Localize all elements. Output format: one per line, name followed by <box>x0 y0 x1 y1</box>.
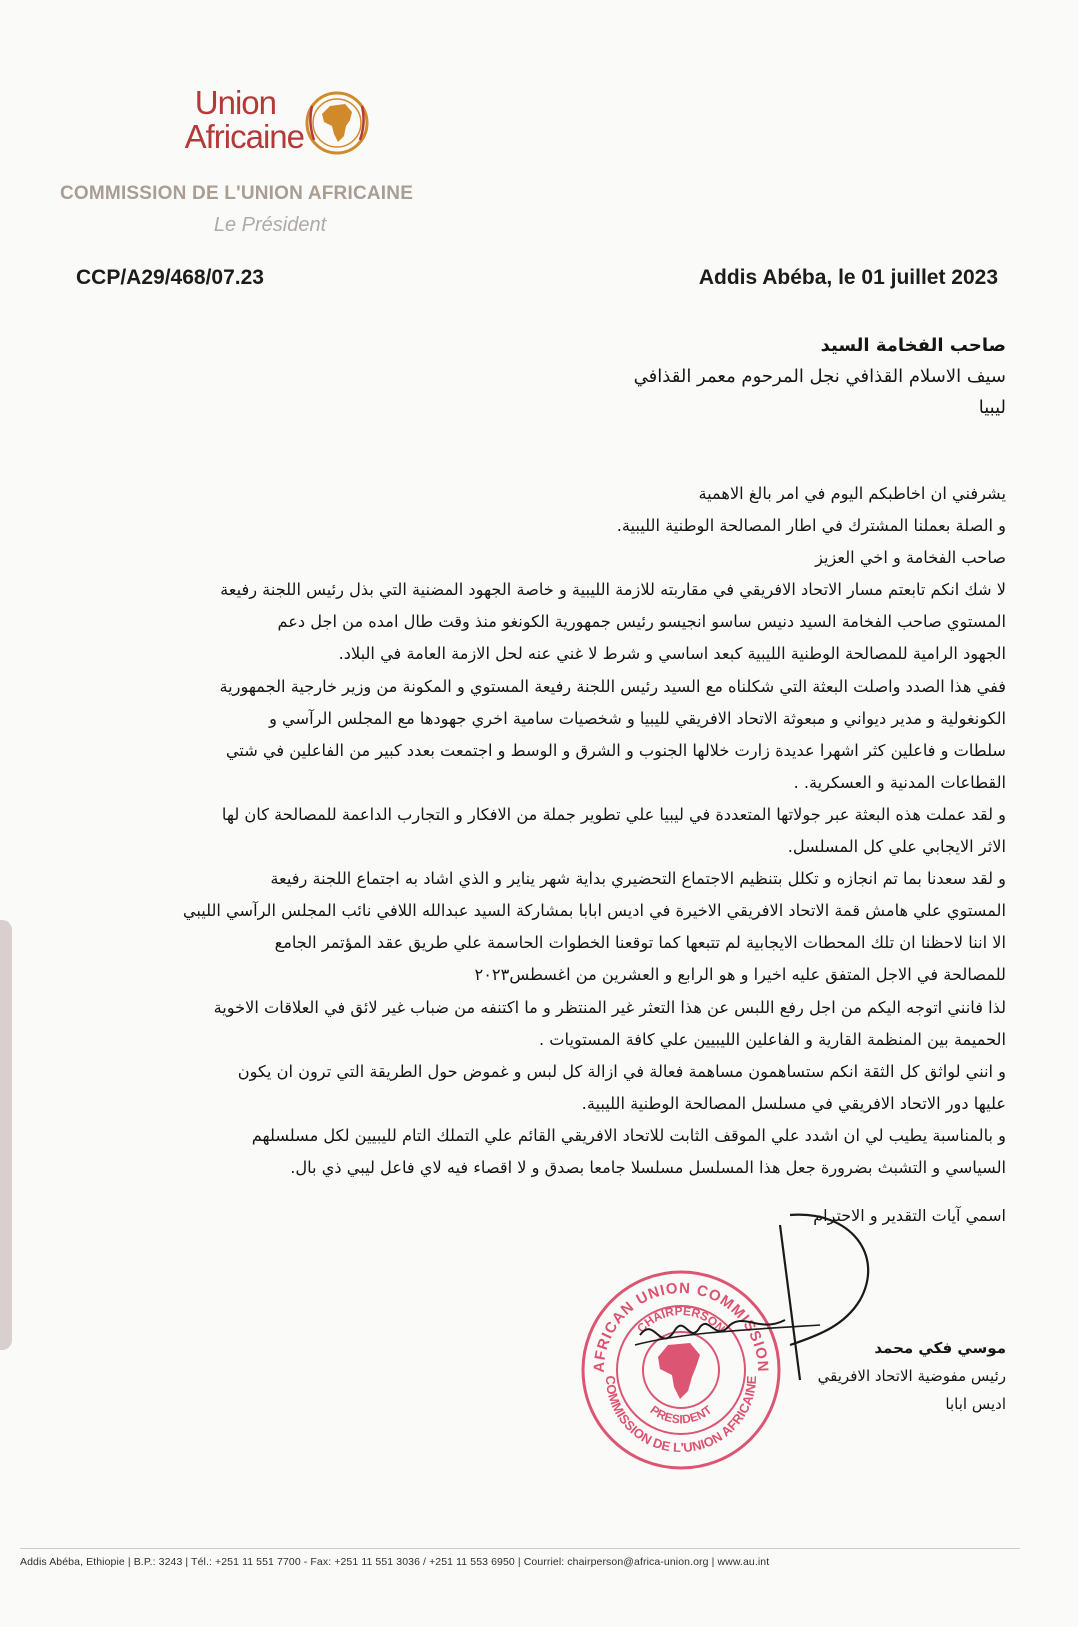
body-line: الاثر الايجابي علي كل المسلسل. <box>787 837 1006 857</box>
president-subheading: Le Président <box>213 214 327 236</box>
footer-divider <box>20 1548 1020 1549</box>
african-union-logo <box>150 86 400 166</box>
addressee-block <box>406 330 1006 423</box>
body-line: لذا فانني اتوجه اليكم من اجل رفع اللبس عن هذا التعثر غير المنتظر و ما اكتنفه من ضباب غير لائق في العلاقات الاخوية <box>213 997 1006 1017</box>
addressee-line: سيف الاسلام القذافي نجل المرحوم معمر القذافي <box>633 366 1006 387</box>
logo-line-africaine: Africaine <box>184 118 304 155</box>
body-line: للمصالحة في الاجل المتفق عليه اخيرا و هو الرابع و العشرين من اغسطس٢٠٢٣ <box>474 965 1006 985</box>
stamp-role-bottom: PRESIDENT <box>647 1402 715 1427</box>
body-line: السياسي و التشبث بضرورة جعل هذا المسلسل مسلسلا جامعا بصدق و لا اقصاء فيه لاي فاعل ليبي ذي بال. <box>290 1157 1006 1177</box>
logo-line-union: Union <box>194 84 276 121</box>
body-line: الجهود الرامية للمصالحة الوطنية الليبية كبعد اساسي و شرط لا غني عنه لحل الازمة العامة في البلاد. <box>338 644 1006 664</box>
reference-number: CCP/A29/468/07.23 <box>76 266 264 289</box>
signer-place: اديس ابابا <box>945 1395 1006 1413</box>
addressee-line: ليبيا <box>978 397 1006 418</box>
closing-line: اسمي آيات التقدير و الاحترام <box>813 1206 1006 1225</box>
stamp-role-top: CHAIRPERSON <box>634 1303 728 1336</box>
addressee-line: صاحب الفخامة السيد <box>820 335 1006 356</box>
signer-block <box>706 1334 1006 1418</box>
body-line: القطاعات المدنية و العسكرية. . <box>793 772 1006 792</box>
body-line: المستوي علي هامش قمة الاتحاد الافريقي الاخيرة في اديس ابابا بمشاركة السيد عبدالله اللافي نائب المجلس الرآسي الليبي <box>182 901 1006 921</box>
body-line: ففي هذا الصدد واصلت البعثة التي شكلناه مع السيد رئيس اللجنة رفيعة المستوي و المكونة من وزير خارجية الجمهورية <box>219 676 1006 696</box>
side-scroll-tab[interactable] <box>0 920 12 1350</box>
logo-wordmark <box>185 86 304 154</box>
body-line: الا اننا لاحظنا ان تلك المحطات الايجابية لم تتبعها كما توقعنا الخطوات الحاسمة علي طريق عقد المؤتمر الجامع <box>274 933 1006 953</box>
letter-date: Addis Abéba, le 01 juillet 2023 <box>698 266 998 289</box>
footer-contact: Addis Abéba, Ethiopie | B.P.: 3243 | Tél.: +251 11 551 7700 - Fax: +251 11 551 3036 / +251 11 553 6950 | Courriel: chairperson@africa-union.org | www.au.int <box>20 1556 770 1568</box>
body-line: الحميمة بين المنظمة القارية و الفاعلين الليبيين علي كافة المستويات . <box>539 1029 1006 1049</box>
body-line: سلطات و فاعلين كثر اشهرا عديدة زارت خلالها الجنوب و الشرق و الوسط و اجتمعت بعدد كبير من الفاعلين في شتي <box>225 740 1006 760</box>
body-line: و الصلة بعملنا المشترك في اطار المصالحة الوطنية الليبية. <box>616 516 1006 536</box>
signer-name: موسي فكي محمد <box>874 1339 1006 1357</box>
svg-text:PRESIDENT <box>648 1402 715 1426</box>
stamp-bottom-text: COMMISSION DE L'UNION AFRICAINE <box>602 1375 760 1456</box>
body-line: و انني لواثق كل الثقة انكم ستساهمون مساهمة فعالة في ازالة كل لبس و غموض حول الطريقة التي ترون ان يكون <box>237 1061 1006 1081</box>
commission-heading: COMMISSION DE L'UNION AFRICAINE <box>60 183 414 204</box>
africa-emblem-icon <box>300 86 375 161</box>
letter-body <box>106 478 1006 1184</box>
signer-title: رئيس مفوضية الاتحاد الافريقي <box>817 1367 1006 1385</box>
body-line: و لقد عملت هذه البعثة عبر جولاتها المتعددة في ليبيا علي تطوير جملة من الافكار و التجارب الداعمة للمصالحة كان لها <box>221 804 1006 824</box>
body-line: الكونغولية و مدير ديواني و مبعوثة الاتحاد الافريقي لليبيا و شخصيات سامية اخري جهودها مع المجلس الرآسي و <box>269 708 1006 728</box>
stamp-outer-text: AFRICAN UNION COMMISSION <box>590 1279 772 1373</box>
body-line: المستوي صاحب الفخامة السيد دنيس ساسو انجيسو رئيس جمهورية الكونغو منذ وقت طال امده من اجل دعم <box>277 612 1006 632</box>
body-line: و لقد سعدنا بما تم انجازه و تكلل بتنظيم الاجتماع التحضيري بداية شهر يناير و الذي اشاد به اجتماع اللجنة رفيعة <box>270 869 1006 889</box>
body-line: صاحب الفخامة و اخي العزيز <box>815 548 1006 568</box>
body-line: و بالمناسبة يطيب لي ان اشدد علي الموقف الثابت للاتحاد الافريقي القائم علي التملك التام لليبيين لكل مسلسلهم <box>251 1125 1006 1145</box>
body-line: عليها دور الاتحاد الافريقي في مسلسل المصالحة الوطنية الليبية. <box>581 1093 1006 1113</box>
body-line: يشرفني ان اخاطبكم اليوم في امر بالغ الاهمية <box>698 484 1006 503</box>
body-line: لا شك انكم تابعتم مسار الاتحاد الافريقي في مقاربته للازمة الليبية و خاصة الجهود المضنية التي بذل رئيس اللجنة رفيعة <box>220 580 1006 600</box>
